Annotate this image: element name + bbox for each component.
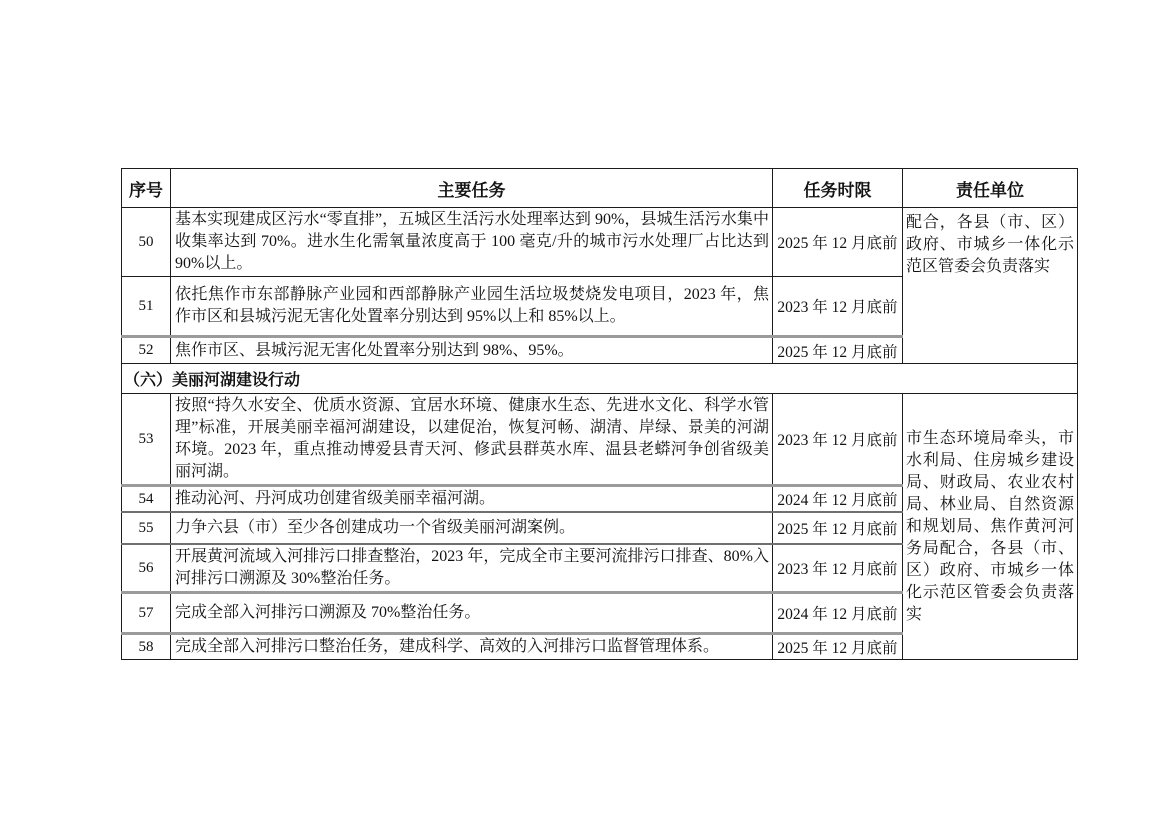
task-cell: 力争六县（市）至少各创建成功一个省级美丽河湖案例。 (171, 512, 773, 544)
deadline-cell: 2025 年 12 月底前 (773, 208, 903, 277)
deadline-cell: 2023 年 12 月底前 (773, 544, 903, 593)
task-cell: 依托焦作市东部静脉产业园和西部静脉产业园生活垃圾焚烧发电项目，2023 年，焦作市区和县城污泥无害化处置率分别达到 95%以上和 85%以上。 (171, 277, 773, 337)
task-cell: 基本实现建成区污水“零直排”，五城区生活污水处理率达到 90%，县城生活污水集中收集率达到 70%。进水生化需氧量浓度高于 100 毫克/升的城市污水处理厂占比达到 90%以上。 (171, 208, 773, 277)
row-number-cell: 58 (122, 634, 171, 660)
deadline-cell: 2023 年 12 月底前 (773, 394, 903, 486)
row-number-cell: 55 (122, 512, 171, 544)
row-number-cell: 54 (122, 486, 171, 513)
table-row (122, 208, 1078, 277)
table-row (122, 394, 1078, 486)
deadline-cell: 2024 年 12 月底前 (773, 486, 903, 513)
row-number-cell: 56 (122, 544, 171, 593)
section-title: （六）美丽河湖建设行动 (122, 364, 1078, 394)
deadline-cell: 2025 年 12 月底前 (773, 337, 903, 364)
row-number-cell: 51 (122, 277, 171, 337)
deadline-cell: 2025 年 12 月底前 (773, 512, 903, 544)
col-header-task: 主要任务 (171, 169, 773, 208)
task-cell: 焦作市区、县城污泥无害化处置率分别达到 98%、95%。 (171, 337, 773, 364)
deadline-cell: 2023 年 12 月底前 (773, 277, 903, 337)
task-cell: 推动沁河、丹河成功创建省级美丽幸福河湖。 (171, 486, 773, 513)
responsible-unit-cell: 市生态环境局牵头，市水利局、住房城乡建设局、财政局、农业农村局、林业局、自然资源和规划局、焦作黄河河务局配合，各县（市、区）政府、市城乡一体化示范区管委会负责落实 (903, 394, 1078, 660)
table-header-row (122, 169, 1078, 208)
deadline-cell: 2025 年 12 月底前 (773, 634, 903, 660)
row-number-cell: 57 (122, 593, 171, 634)
col-header-unit: 责任单位 (903, 169, 1078, 208)
task-table (121, 168, 1078, 660)
task-cell: 按照“持久水安全、优质水资源、宜居水环境、健康水生态、先进水文化、科学水管理”标准，开展美丽幸福河湖建设，以建促治，恢复河畅、湖清、岸绿、景美的河湖环境。2023 年，重点推动博爱县青天河、修武县群英水库、温县老蟒河争创省级美丽河湖。 (171, 394, 773, 486)
row-number-cell: 53 (122, 394, 171, 486)
col-header-deadline: 任务时限 (773, 169, 903, 208)
col-header-no: 序号 (122, 169, 171, 208)
task-cell: 完成全部入河排污口整治任务，建成科学、高效的入河排污口监督管理体系。 (171, 634, 773, 660)
row-number-cell: 50 (122, 208, 171, 277)
deadline-cell: 2024 年 12 月底前 (773, 593, 903, 634)
row-number-cell: 52 (122, 337, 171, 364)
task-cell: 开展黄河流域入河排污口排查整治，2023 年，完成全市主要河流排污口排查、80%入河排污口溯源及 30%整治任务。 (171, 544, 773, 593)
task-cell: 完成全部入河排污口溯源及 70%整治任务。 (171, 593, 773, 634)
responsible-unit-cell: 配合，各县（市、区）政府、市城乡一体化示范区管委会负责落实 (903, 208, 1078, 364)
section-header-row (122, 364, 1078, 394)
